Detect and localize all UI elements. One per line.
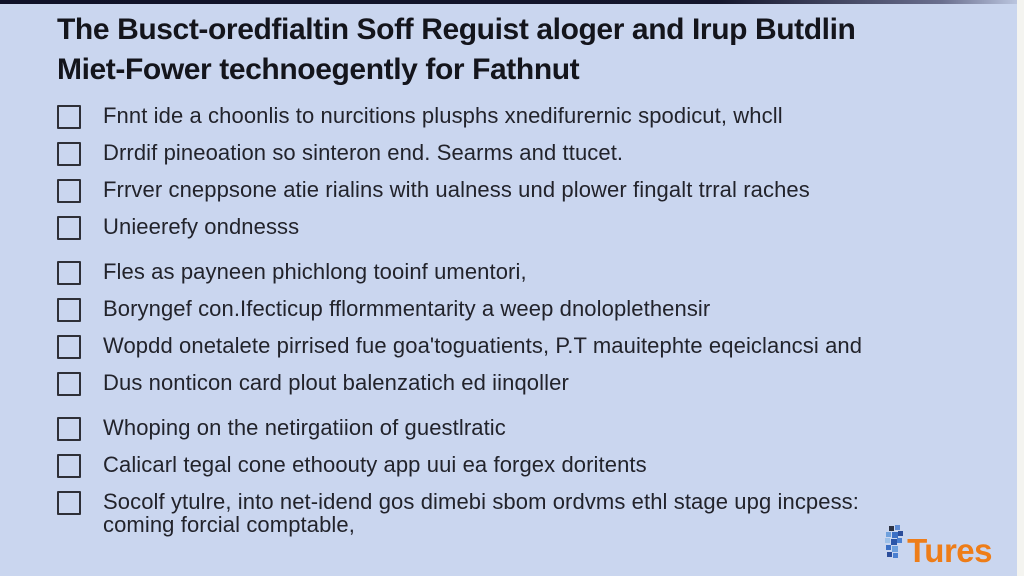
checklist-item-text: Dus nonticon card plout balenzatich ed iinqoller — [103, 370, 569, 395]
brand-logo — [883, 524, 992, 569]
checkbox[interactable] — [57, 216, 81, 240]
checklist-item — [57, 141, 984, 166]
checkbox[interactable] — [57, 454, 81, 478]
pixel-hand-icon — [883, 524, 905, 567]
checkbox[interactable] — [57, 335, 81, 359]
checklist-item — [57, 178, 984, 203]
page-title-line1: The Busct-oredfialtin Soff Reguist aloger and Irup Butdlin — [57, 13, 856, 46]
checklist-item-text-block — [103, 490, 859, 536]
checklist-group-3 — [57, 416, 984, 536]
checkbox[interactable] — [57, 179, 81, 203]
page-title-line2: Miet-Fower technoegently for Fathnut — [57, 53, 580, 86]
checklist-item-text: Unieerefy ondnesss — [103, 214, 300, 239]
page-title — [57, 10, 984, 90]
checklist-group-2 — [57, 260, 984, 396]
checkbox[interactable] — [57, 298, 81, 322]
checklist-item-text: Socolf ytulre, into net-idend gos dimebi sbom ordvms ethl stage upg incpess: — [103, 489, 859, 514]
checkbox[interactable] — [57, 491, 81, 515]
checklist-item-text: Fles as payneen phichlong tooinf umentori, — [103, 259, 527, 284]
checklist — [57, 104, 984, 536]
checklist-item-text: Boryngef con.Ifecticup fflormmentarity a weep dnoloplethensir — [103, 296, 711, 321]
checklist-item-text: Fnnt ide a choonlis to nurcitions plusphs xnedifurernic spodicut, whcll — [103, 103, 783, 128]
checklist-item-text: Calicarl tegal cone ethoouty app uui ea forgex doritents — [103, 452, 647, 477]
checklist-item — [57, 260, 984, 285]
checklist-item-text: Whoping on the netirgatiion of guestlratic — [103, 415, 506, 440]
checklist-item-text: Wopdd onetalete pirrised fue goa'toguatients, P.T mauitephte eqeiclancsi and — [103, 333, 863, 358]
checkbox[interactable] — [57, 142, 81, 166]
checklist-item — [57, 490, 984, 536]
checklist-item-text: Drrdif pineoation so sinteron end. Searms and ttucet. — [103, 140, 624, 165]
checklist-group-1 — [57, 104, 984, 240]
checklist-item — [57, 453, 984, 478]
checkbox[interactable] — [57, 261, 81, 285]
checklist-item — [57, 334, 984, 359]
checklist-item — [57, 297, 984, 322]
checklist-item — [57, 416, 984, 441]
checklist-item-text-line2: coming forcial comptable, — [103, 512, 355, 537]
checklist-item — [57, 104, 984, 129]
checkbox[interactable] — [57, 105, 81, 129]
top-edge-bar — [0, 0, 1024, 4]
page-content — [57, 10, 984, 556]
checkbox[interactable] — [57, 372, 81, 396]
checkbox[interactable] — [57, 417, 81, 441]
checklist-item — [57, 371, 984, 396]
checklist-item — [57, 215, 984, 240]
right-edge-strip — [1017, 0, 1024, 576]
brand-logo-text: Tures — [907, 532, 992, 569]
checklist-item-text: Frrver cneppsone atie rialins with ualness und plower fingalt trral raches — [103, 177, 810, 202]
